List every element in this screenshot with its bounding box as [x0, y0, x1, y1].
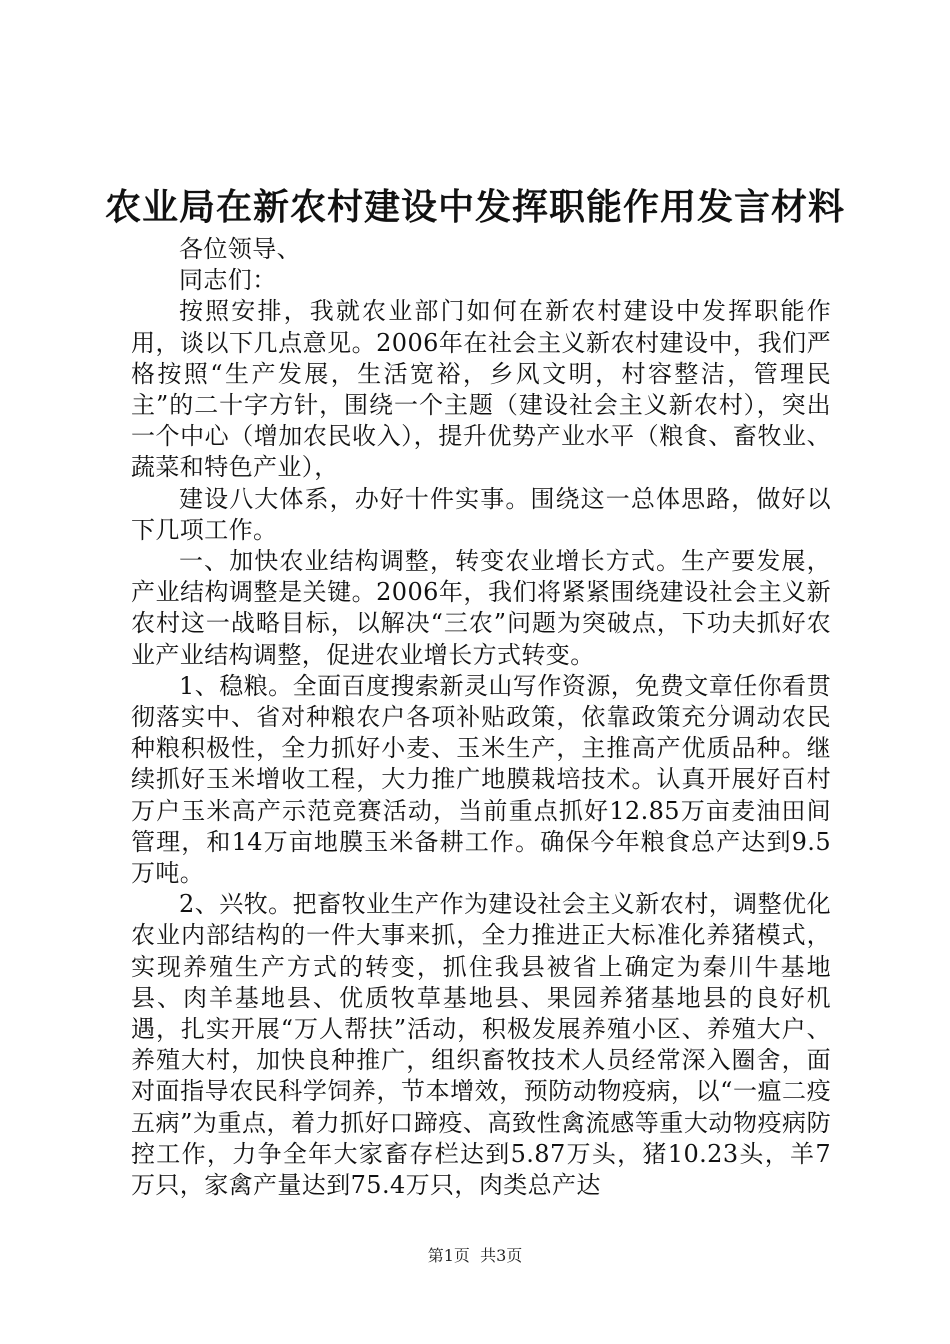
paragraph-grain: 1、稳粮。全面百度搜索新灵山写作资源，免费文章任你看贯彻落实中、省对种粮农户各项补贴政策，依靠政策充分调动农民种粮积极性，全力抓好小麦、玉米生产，主推高产优质品种。继续抓好玉米增收工程，大力推广地膜栽培技术。认真开展好百村万户玉米高产示范竞赛活动，当前重点抓好12.85万亩麦油田间管理，和14万亩地膜玉米备耕工作。确保今年粮食总产达到9.5万吨。: [131, 671, 831, 888]
paragraph-intro: 按照安排，我就农业部门如何在新农村建设中发挥职能作用，谈以下几点意见。2006年在社会主义新农村建设中，我们严格按照“生产发展，生活宽裕，乡风文明，村容整洁，管理民主”的二十字方针，围绕一个主题（建设社会主义新农村），突出一个中心（增加农民收入），提升优势产业水平（粮食、畜牧业、蔬菜和特色产业），: [131, 297, 831, 482]
paragraph-overview: 建设八大体系，办好十件实事。围绕这一总体思路，做好以下几项工作。: [131, 484, 831, 544]
salutation-leaders: 各位领导、: [179, 235, 301, 263]
page-number: 第1页: [427, 1246, 470, 1265]
paragraph-section-one: 一、加快农业结构调整，转变农业增长方式。生产要发展，产业结构调整是关键。2006年，我们将紧紧围绕建设社会主义新农村这一战略目标，以解决“三农”问题为突破点，下功夫抓好农业产业结构调整，促进农业增长方式转变。: [131, 547, 831, 669]
page-footer: [0, 1244, 950, 1268]
page-total: 共3页: [480, 1246, 523, 1265]
document-title: 农业局在新农村建设中发挥职能作用发言材料: [104, 187, 845, 228]
salutation-comrades: 同志们：: [179, 266, 277, 295]
document-body: [131, 234, 831, 1201]
paragraph-livestock: 2、兴牧。把畜牧业生产作为建设社会主义新农村，调整优化农业内部结构的一件大事来抓，全力推进正大标准化养猪模式，实现养殖生产方式的转变，抓住我县被省上确定为秦川牛基地县、肉羊基地县、优质牧草基地县、果园养猪基地县的良好机遇，扎实开展“万人帮扶”活动，积极发展养殖小区、养殖大户、养殖大村，加快良种推广，组织畜牧技术人员经常深入圈舍，面对面指导农民科学饲养，节本增效，预防动物疫病，以“一瘟二疫五病”为重点，着力抓好口蹄疫、高致性禽流感等重大动物疫病防控工作，力争全年大家畜存栏达到5.87万头，猪10.23头，羊7万只，家禽产量达到75.4万只，肉类总产达: [131, 890, 831, 1200]
